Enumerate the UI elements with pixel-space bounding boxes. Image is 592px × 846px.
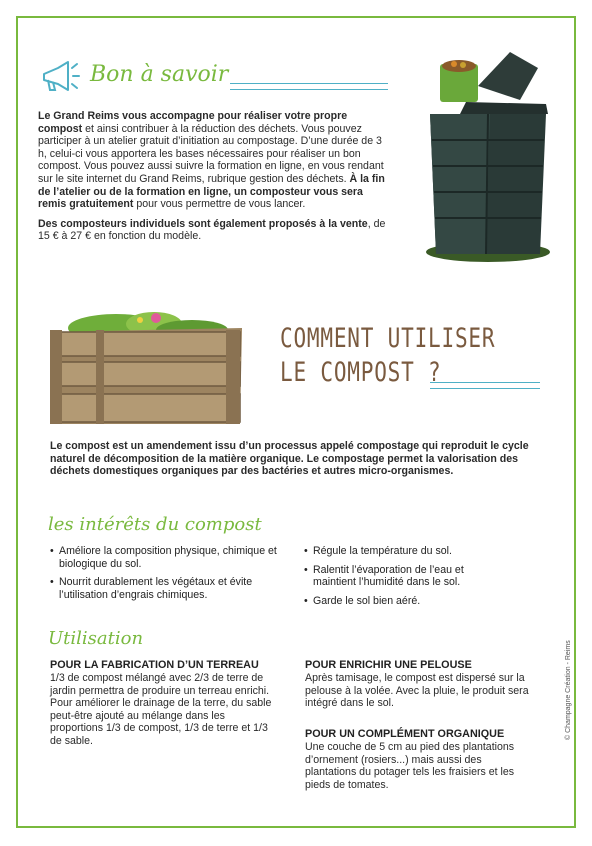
p1-text-b: et ainsi contribuer à la réduction des déchets. Vous pouvez participer à un atelier gratuit d’initiation au compostage. D’une durée de 3 h, celui-ci vous apportera les bases nécessaires pour réaliser un bon compost. Vous pouvez aussi suivre la formation en ligne, en vous rendant sur le site internet du Grand Reims, rubrique gestion des déchets.: [38, 122, 384, 185]
utilisation-title: Utilisation: [48, 628, 144, 649]
organique-text: Une couche de 5 cm au pied des plantations d’ornement (rosiers...) mais aussi des plantations du potager tels les fraisiers et les pieds de tomates.: [305, 741, 515, 791]
garden-crate-image: [46, 300, 246, 428]
bon-a-savoir-text: [38, 110, 390, 243]
list-item: • Garde le sol bien aéré.: [304, 595, 504, 608]
pelouse-heading: POUR ENRICHIR UNE PELOUSE: [305, 659, 472, 671]
terreau-block: [50, 659, 276, 748]
p1-bold-c: À la fin de l’atelier ou de la formation en ligne, un composteur vous sera remis gratuitement: [38, 172, 385, 211]
pelouse-block: [305, 659, 535, 710]
main-title-line2: LE COMPOST ?: [280, 357, 442, 388]
terreau-heading: POUR LA FABRICATION D’UN TERREAU: [50, 659, 259, 671]
interets-list-left: [50, 545, 290, 607]
terreau-text: 1/3 de compost mélangé avec 2/3 de terre de jardin permettra de produire un terreau enrichi. Pour améliorer le drainage de la terre, du sable peut-être ajouté au mélange dans les proportions 1/3 de compost, 1/3 de terre et 1/3 de sable.: [50, 672, 272, 747]
intro-paragraph: Le compost est un amendement issu d’un processus appelé compostage qui reproduit le cycle naturel de décomposition de la matière organique. Le compostage permet la valorisation des déchets domestiques organiques par des bactéries et autres micro-organismes.: [50, 440, 529, 478]
organique-heading: POUR UN COMPLÉMENT ORGANIQUE: [305, 728, 505, 740]
p2-text-b: , de 15 € à 27 € en fonction du modèle.: [38, 217, 386, 243]
p1-text-d: pour vous permettre de vous lancer.: [133, 198, 306, 211]
credit-text: © Champagne Création - Reims: [565, 640, 572, 740]
interets-list-right: [304, 545, 504, 613]
bon-a-savoir-p2: [38, 218, 390, 243]
pelouse-text: Après tamisage, le compost est dispersé sur la pelouse à la volée. Avec la pluie, le produit sera intégré dans le sol.: [305, 672, 529, 710]
list-item: • Améliore la composition physique, chimique et biologique du sol.: [50, 545, 290, 570]
main-title-line1: COMMENT UTILISER: [280, 323, 496, 354]
organique-block: [305, 728, 535, 791]
main-title-underline: [430, 382, 540, 389]
title-underline: [230, 83, 388, 90]
list-item: • Régule la température du sol.: [304, 545, 504, 558]
megaphone-icon: [38, 60, 80, 96]
bon-a-savoir-p1: [38, 110, 390, 211]
main-title: [280, 322, 522, 390]
interets-title: les intérêts du compost: [48, 514, 262, 535]
p1-bold-a: Le Grand Reims vous accompagne pour réaliser votre propre compost: [38, 110, 348, 135]
list-item: • Ralentit l’évaporation de l’eau et maintient l’humidité dans le sol.: [304, 564, 504, 589]
list-item: • Nourrit durablement les végétaux et évite l’utilisation d’engrais chimiques.: [50, 576, 290, 601]
composter-image: [400, 42, 560, 268]
bon-a-savoir-title: Bon à savoir: [90, 62, 229, 87]
p2-bold-a: Des composteurs individuels sont également proposés à la vente: [38, 217, 368, 230]
